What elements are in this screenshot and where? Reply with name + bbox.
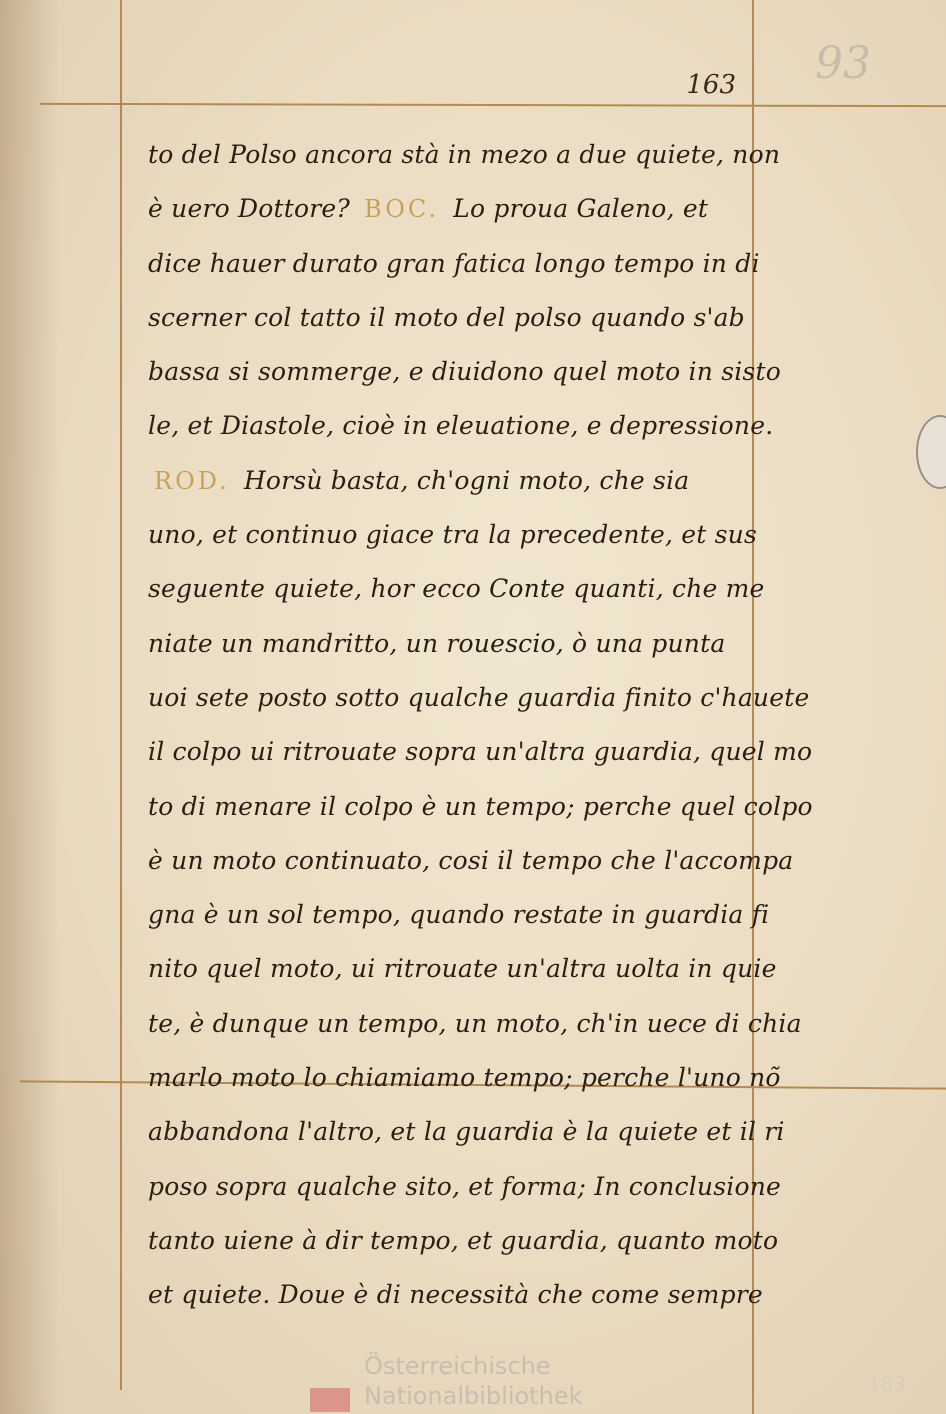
line-text: seguente quiete, hor ecco Conte quanti, che me [148,574,765,604]
line-text: scerner col tatto il moto del polso quando s'ab [148,302,745,332]
text-line [148,399,774,453]
line-text: bassa si sommerge, e diuidono quel moto in sisto [148,357,781,387]
line-text: gna è un sol tempo, quando restate in guardia fi [148,900,770,930]
line-text: Horsù basta, ch'ogni moto, che sia [235,465,690,495]
watermark-line-1: Österreichische [364,1352,551,1380]
text-line [148,291,748,345]
speaker-label: ROD. [154,466,230,495]
text-line [148,237,760,291]
text-line [148,888,770,942]
line-text: il colpo ui ritrouate sopra un'altra guardia, quel mo [148,737,813,767]
text-line [148,1214,779,1268]
text-line [148,671,810,725]
library-watermark [310,1352,640,1412]
text-line [148,617,748,671]
page-gutter-shadow [0,0,60,1414]
frame-rule-left [120,0,122,1390]
text-line [148,1268,763,1322]
line-text: uoi sete posto sotto qualche guardia finito c'hauete [148,682,810,712]
line-text: è uero Dottore? [148,194,359,224]
line-text: uno, et continuo giace tra la precedente, et sus [148,520,758,550]
line-text: et quiete. Doue è di necessità che come sempre [148,1280,763,1310]
text-line [148,834,794,888]
folio-number: 163 [686,70,736,100]
line-text: le, et Diastole, cioè in eleuatione, e depressione. [148,411,774,441]
binding-clasp [916,415,946,489]
line-text: to di menare il colpo è un tempo; perche quel colpo [148,791,813,821]
line-text: è un moto continuato, cosi il tempo che l'accompa [148,845,794,875]
text-line [148,997,802,1051]
text-line [148,454,748,508]
text-line [148,1105,785,1159]
text-line [148,508,758,562]
text-line [148,562,765,616]
line-text: te, è dunque un tempo, un moto, ch'in uece di chia [148,1008,802,1038]
text-line [148,780,813,834]
watermark-line-2: Nationalbibliothek [364,1382,583,1410]
text-line [148,942,777,996]
line-text: poso sopra qualche sito, et forma; In conclusione [148,1171,782,1201]
pencil-folio-number: 93 [815,38,871,89]
line-text: to del Polso ancora stà in mezo a due quiete, non [148,140,781,169]
line-text: dice hauer durato gran fatica longo tempo in di [148,248,760,278]
line-text: tanto uiene à dir tempo, et guardia, quanto moto [148,1225,779,1255]
text-line [148,725,813,779]
line-text: marlo moto lo chiamiamo tempo; perche l'uno nõ [148,1063,781,1093]
manuscript-text-block [148,128,813,1323]
speaker-label: BOC. [364,195,440,224]
frame-rule-top [40,103,946,107]
text-line [148,128,781,182]
line-text: Lo proua Galeno, et [445,194,709,224]
text-line [148,182,748,236]
line-text: niate un mandritto, un rouescio, ò una punta [148,628,726,658]
watermark-logo-square [310,1388,350,1412]
corner-stamp: 183 [867,1372,906,1396]
line-text: abbandona l'altro, et la guardia è la quiete et il ri [148,1117,785,1147]
line-text: nito quel moto, ui ritrouate un'altra uolta in quie [148,954,777,984]
text-line [148,345,781,399]
text-line [148,1051,781,1105]
text-line [148,1160,782,1214]
